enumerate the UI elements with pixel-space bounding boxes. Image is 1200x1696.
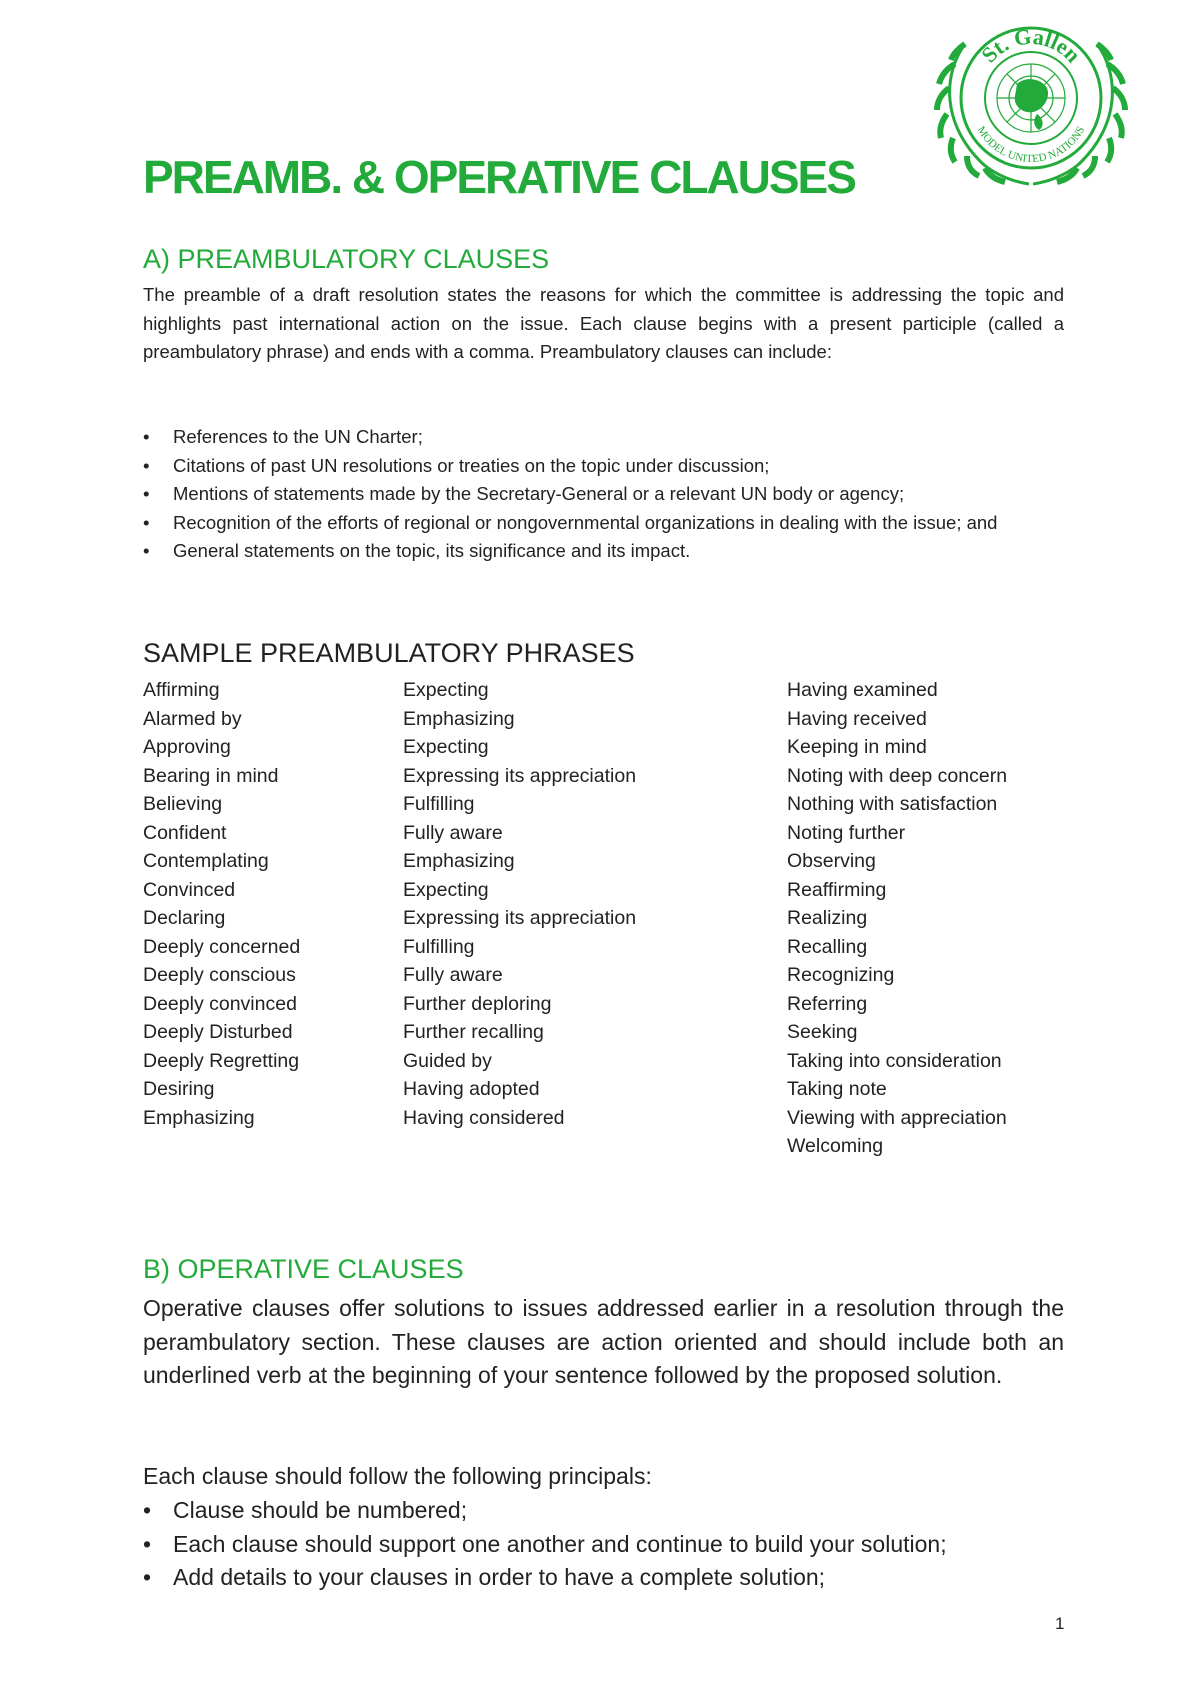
phrase-item: Convinced [143,878,236,901]
phrase-item: Deeply concerned [143,935,301,958]
phrase-item: Recalling [787,935,868,958]
phrase-item: Welcoming [787,1135,884,1157]
phrase-item: Taking into consideration [787,1049,1002,1072]
phrase-item: Emphasizing [403,707,515,730]
phrase-item: Having considered [403,1106,565,1129]
phrase-item: Declaring [143,907,226,929]
phrase-item: Observing [787,850,876,872]
list-item: • Add details to your clauses in order to have a complete solution; [143,1561,1064,1595]
phrase-item: Further deploring [403,992,552,1015]
phrase-item: Referring [787,992,868,1015]
list-item: • General statements on the topic, its significance and its impact. [143,537,1064,566]
page-number: 1 [1055,1614,1065,1633]
phrase-item: Expecting [403,878,489,901]
section-a-heading: A) PREAMBULATORY CLAUSES [143,244,550,274]
phrase-item: Fulfilling [403,935,475,958]
section-b-heading: B) OPERATIVE CLAUSES [143,1254,464,1284]
phrase-item: Expressing its appreciation [403,764,637,787]
phrase-item: Fully aware [403,964,503,986]
phrase-item: Deeply convinced [143,992,297,1015]
phrase-item: Fulfilling [403,793,475,815]
list-item: • References to the UN Charter; [143,423,1064,452]
phrase-item: Reaffirming [787,878,887,901]
phrase-item: Emphasizing [403,850,515,872]
section-b-principles-intro: Each clause should follow the following principals: [143,1463,652,1489]
phrase-item: Expecting [403,679,489,701]
svg-text:St. Gallen: St. Gallen [976,23,1086,68]
phrase-column-1 [143,676,300,1132]
phrase-item: Bearing in mind [143,764,279,787]
phrase-item: Nothing with satisfaction [787,793,998,815]
phrase-item: Expecting [403,736,489,758]
phrase-item: Fully aware [403,821,503,844]
phrase-item: Expressing its appreciation [403,907,637,929]
phrase-item: Contemplating [143,850,269,872]
svg-text:MODEL UNITED NATIONS: MODEL UNITED NATIONS [974,124,1088,166]
phrase-item: Affirming [143,679,220,701]
section-a-bullet-list [143,423,1064,566]
list-item: • Recognition of the efforts of regional or nongovernmental organizations in dealing with the issue; and [143,509,1064,538]
phrase-item: Further recalling [403,1021,544,1043]
phrase-item: Realizing [787,907,868,929]
phrase-column-2 [403,676,636,1132]
phrase-item: Having examined [787,679,938,701]
phrase-item: Having adopted [403,1078,540,1100]
section-b-intro: Operative clauses offer solutions to issues addressed earlier in a resolution through the perambulatory section. These clauses are action oriented and should include both an underlined verb at the beginning of your sentence followed by the proposed solution. [143,1295,1064,1388]
phrase-item: Approving [143,736,231,758]
phrase-item: Believing [143,793,223,815]
phrase-item: Seeking [787,1021,858,1043]
phrase-item: Viewing with appreciation [787,1106,1007,1129]
phrase-item: Desiring [143,1078,215,1100]
page-title: PREAMB. & OPERATIVE CLAUSES [143,151,855,203]
list-item: • Clause should be numbered; [143,1494,1064,1528]
sample-phrases-heading: SAMPLE PREAMBULATORY PHRASES [143,638,635,668]
phrase-item: Confident [143,821,227,844]
phrase-item: Deeply conscious [143,964,296,986]
list-item: • Mentions of statements made by the Secretary-General or a relevant UN body or agency; [143,480,1064,509]
phrase-item: Having received [787,707,927,730]
phrase-item: Deeply Regretting [143,1049,300,1072]
list-item: • Each clause should support one another and continue to build your solution; [143,1528,1064,1562]
phrase-column-3 [787,676,1007,1161]
phrase-item: Alarmed by [143,707,242,730]
phrase-item: Noting further [787,821,906,844]
section-a-intro: The preamble of a draft resolution states the reasons for which the committee is addressing the topic and highlights past international action on the issue. Each clause begins with a present participle (called a preambulatory phrase) and ends with a comma. Preambulatory clauses can include: [143,284,1064,362]
phrase-item: Recognizing [787,964,895,986]
list-item: • Citations of past UN resolutions or treaties on the topic under discussion; [143,452,1064,481]
phrase-item: Emphasizing [143,1106,255,1129]
section-b-bullet-list [143,1494,1064,1595]
phrase-item: Noting with deep concern [787,764,1008,787]
phrase-item: Deeply Disturbed [143,1021,293,1043]
st-gallen-mun-logo [925,14,1137,192]
phrase-item: Keeping in mind [787,736,927,758]
phrase-item: Guided by [403,1049,492,1072]
phrase-item: Taking note [787,1078,887,1100]
